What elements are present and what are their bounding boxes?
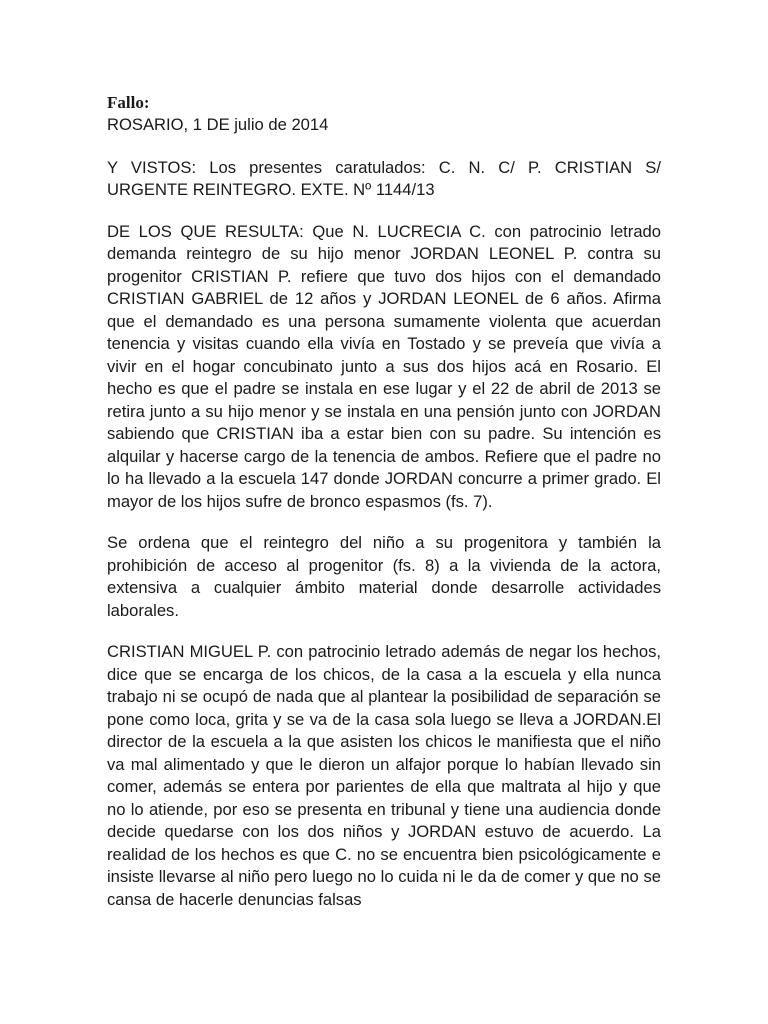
paragraph-de-los-que-resulta: DE LOS QUE RESULTA: Que N. LUCRECIA C. con patrocinio letrado demanda reintegro de su hijo menor JORDAN LEONEL P. contra su progenitor CRISTIAN P. refiere que tuvo dos hijos con el demandado CRISTIAN GABRIEL de 12 años y JORDAN LEONEL de 6 años. Afirma que el demandado es una persona sumamente violenta que acuerdan tenencia y visitas cuando ella vivía en Tostado y se preveía que vivía a vivir en el hogar concubinato junto a sus dos hijos acá en Rosario. El hecho es que el padre se instala en ese lugar y el 22 de abril de 2013 se retira junto a su hijo menor y se instala en una pensión junto con JORDAN sabiendo que CRISTIAN iba a estar bien con su padre. Su intención es alquilar y hacerse cargo de la tenencia de ambos. Refiere que el padre no lo ha llevado a la escuela 147 donde JORDAN concurre a primer grado. El mayor de los hijos sufre de bronco espasmos (fs. 7). (107, 221, 661, 511)
paragraph-y-vistos: Y VISTOS: Los presentes caratulados: C. N. C/ P. CRISTIAN S/ URGENTE REINTEGRO. EXTE. Nº 1144/13 (107, 157, 661, 199)
paragraph-se-ordena: Se ordena que el reintegro del niño a su progenitora y también la prohibición de acceso al progenitor (fs. 8) a la vivienda de la actora, extensiva a cualquier ámbito material donde desarrolle actividades laborales. (107, 533, 661, 620)
document-page (107, 92, 661, 911)
document-date-line: ROSARIO, 1 DE julio de 2014 (107, 115, 329, 134)
paragraph-cristian-miguel: CRISTIAN MIGUEL P. con patrocinio letrado además de negar los hechos, dice que se encarga de los chicos, de la casa a la escuela y ella nunca trabajo ni se ocupó de nada que al plantear la posibilidad de separación se pone como loca, grita y se va de la casa sola luego se lleva a JORDAN.El director de la escuela a la que asisten los chicos le manifiesta que el niño va mal alimentado y que le dieron un alfajor porque lo habían llevado sin comer, además se entera por parientes de ella que maltrata al hijo y que no lo atiende, por eso se presenta en tribunal y tiene una audiencia donde decide quedarse con los dos niños y JORDAN estuvo de acuerdo. La realidad de los hechos es que C. no se encuentra bien psicológicamente e insiste llevarse al niño pero luego no lo cuida ni le da de comer y que no se cansa de hacerle denuncias falsas (107, 642, 661, 909)
document-heading: Fallo: (107, 93, 150, 112)
